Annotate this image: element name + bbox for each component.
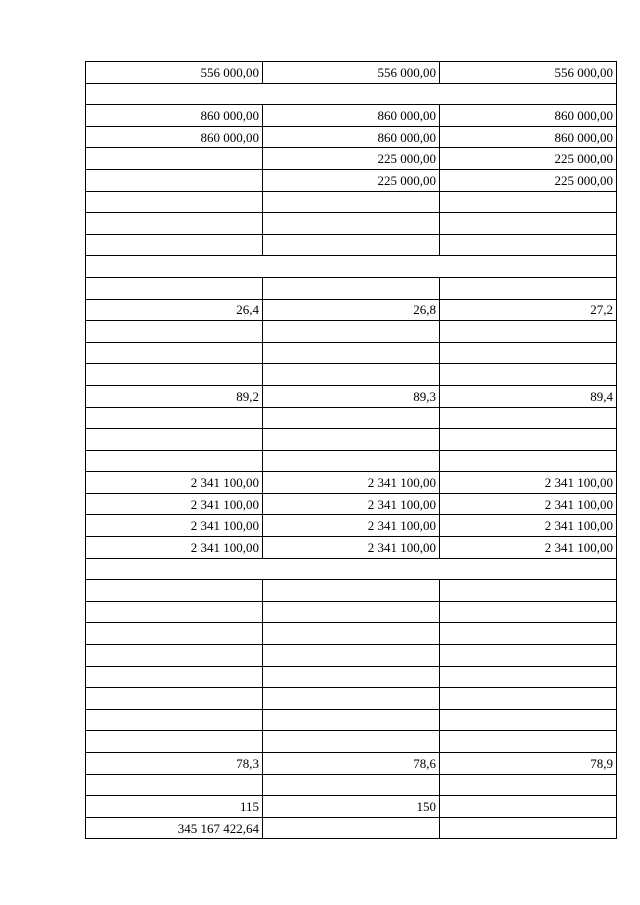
table-cell xyxy=(86,321,263,343)
table-cell xyxy=(440,580,617,602)
table-cell xyxy=(440,688,617,710)
table-row xyxy=(86,299,617,321)
table-cell: 225 000,00 xyxy=(263,169,440,191)
table-cell xyxy=(440,321,617,343)
table-cell xyxy=(440,796,617,818)
table-row xyxy=(86,472,617,494)
table-cell xyxy=(440,623,617,645)
table-cell xyxy=(86,277,263,299)
table-cell: 78,9 xyxy=(440,753,617,775)
table-cell xyxy=(86,234,263,256)
table-row-merged xyxy=(86,256,617,278)
table-cell xyxy=(86,342,263,364)
table-cell xyxy=(86,666,263,688)
table-row xyxy=(86,515,617,537)
table-cell xyxy=(440,645,617,667)
table-cell xyxy=(86,450,263,472)
table-cell xyxy=(440,191,617,213)
table-cell xyxy=(263,817,440,839)
table-cell xyxy=(263,364,440,386)
table-row xyxy=(86,753,617,775)
table-cell: 2 341 100,00 xyxy=(440,537,617,559)
table-row xyxy=(86,623,617,645)
table-cell xyxy=(263,277,440,299)
table-cell xyxy=(86,601,263,623)
table-cell: 26,4 xyxy=(86,299,263,321)
table-row xyxy=(86,666,617,688)
table-cell xyxy=(440,277,617,299)
table-row xyxy=(86,169,617,191)
table-cell xyxy=(440,342,617,364)
table-cell: 2 341 100,00 xyxy=(263,472,440,494)
table-cell xyxy=(440,213,617,235)
table-cell: 89,4 xyxy=(440,385,617,407)
table-cell: 556 000,00 xyxy=(440,62,617,84)
table-cell xyxy=(86,709,263,731)
table-cell xyxy=(86,148,263,170)
table-cell: 2 341 100,00 xyxy=(86,537,263,559)
table-cell xyxy=(86,774,263,796)
table-cell: 225 000,00 xyxy=(263,148,440,170)
table-cell xyxy=(263,623,440,645)
table-cell xyxy=(86,364,263,386)
table-cell xyxy=(263,450,440,472)
table-cell: 860 000,00 xyxy=(440,126,617,148)
table-cell xyxy=(86,407,263,429)
table-row xyxy=(86,321,617,343)
table-row xyxy=(86,796,617,818)
table-cell xyxy=(263,191,440,213)
table-row xyxy=(86,709,617,731)
table-cell: 860 000,00 xyxy=(440,105,617,127)
table-cell: 345 167 422,64 xyxy=(86,817,263,839)
table-row xyxy=(86,817,617,839)
table-cell xyxy=(86,645,263,667)
data-table xyxy=(85,61,617,839)
table-cell: 150 xyxy=(263,796,440,818)
table-cell: 26,8 xyxy=(263,299,440,321)
table-row xyxy=(86,126,617,148)
table-cell: 2 341 100,00 xyxy=(263,537,440,559)
table-cell: 2 341 100,00 xyxy=(86,515,263,537)
table-cell xyxy=(263,709,440,731)
table-row xyxy=(86,385,617,407)
table-row xyxy=(86,213,617,235)
table-cell: 2 341 100,00 xyxy=(440,515,617,537)
table-row xyxy=(86,450,617,472)
table-row xyxy=(86,105,617,127)
table-cell xyxy=(263,645,440,667)
table-cell xyxy=(263,580,440,602)
table-cell xyxy=(263,666,440,688)
table-cell xyxy=(263,688,440,710)
table-cell: 78,6 xyxy=(263,753,440,775)
table-cell: 860 000,00 xyxy=(263,105,440,127)
table-row xyxy=(86,191,617,213)
table-cell: 115 xyxy=(86,796,263,818)
table-cell xyxy=(440,666,617,688)
table-cell xyxy=(440,407,617,429)
table-row xyxy=(86,645,617,667)
table-cell xyxy=(440,817,617,839)
table-cell xyxy=(440,731,617,753)
table-cell: 556 000,00 xyxy=(263,62,440,84)
table-row xyxy=(86,62,617,84)
table-row xyxy=(86,580,617,602)
table-cell xyxy=(263,731,440,753)
table-row xyxy=(86,342,617,364)
table-row xyxy=(86,537,617,559)
table-cell xyxy=(440,774,617,796)
table-cell xyxy=(440,601,617,623)
table-cell: 860 000,00 xyxy=(263,126,440,148)
table-cell xyxy=(86,213,263,235)
table-row-merged xyxy=(86,558,617,580)
table-cell xyxy=(263,234,440,256)
table-row xyxy=(86,277,617,299)
merged-cell xyxy=(86,256,617,278)
table-cell xyxy=(263,213,440,235)
table-cell xyxy=(86,623,263,645)
table-row xyxy=(86,601,617,623)
table-cell xyxy=(263,321,440,343)
table-cell: 2 341 100,00 xyxy=(86,493,263,515)
table-row xyxy=(86,731,617,753)
table-row xyxy=(86,429,617,451)
table-cell xyxy=(440,429,617,451)
table-cell xyxy=(263,407,440,429)
table-cell: 89,2 xyxy=(86,385,263,407)
table-cell xyxy=(86,169,263,191)
table-cell: 2 341 100,00 xyxy=(440,472,617,494)
table-cell: 78,3 xyxy=(86,753,263,775)
table-cell xyxy=(440,709,617,731)
table-cell xyxy=(86,191,263,213)
table-cell xyxy=(86,688,263,710)
table-cell: 2 341 100,00 xyxy=(440,493,617,515)
table-cell: 2 341 100,00 xyxy=(86,472,263,494)
table-row xyxy=(86,234,617,256)
table-cell xyxy=(86,731,263,753)
table-cell: 2 341 100,00 xyxy=(263,493,440,515)
table-row xyxy=(86,407,617,429)
table-cell xyxy=(263,774,440,796)
table-row xyxy=(86,364,617,386)
table-cell xyxy=(86,580,263,602)
table-cell: 225 000,00 xyxy=(440,169,617,191)
table-row xyxy=(86,493,617,515)
merged-cell xyxy=(86,558,617,580)
table-cell: 860 000,00 xyxy=(86,126,263,148)
table-cell: 556 000,00 xyxy=(86,62,263,84)
table-cell: 89,3 xyxy=(263,385,440,407)
table-cell xyxy=(263,429,440,451)
table-cell: 2 341 100,00 xyxy=(263,515,440,537)
table-cell xyxy=(86,429,263,451)
merged-cell xyxy=(86,83,617,105)
table-cell xyxy=(440,234,617,256)
table-cell: 225 000,00 xyxy=(440,148,617,170)
table-cell: 860 000,00 xyxy=(86,105,263,127)
table-row-merged xyxy=(86,83,617,105)
table-cell xyxy=(263,342,440,364)
table-row xyxy=(86,688,617,710)
table-body xyxy=(86,62,617,839)
table-row xyxy=(86,774,617,796)
table-cell: 27,2 xyxy=(440,299,617,321)
table-cell xyxy=(263,601,440,623)
table-row xyxy=(86,148,617,170)
table-cell xyxy=(440,450,617,472)
table-cell xyxy=(440,364,617,386)
